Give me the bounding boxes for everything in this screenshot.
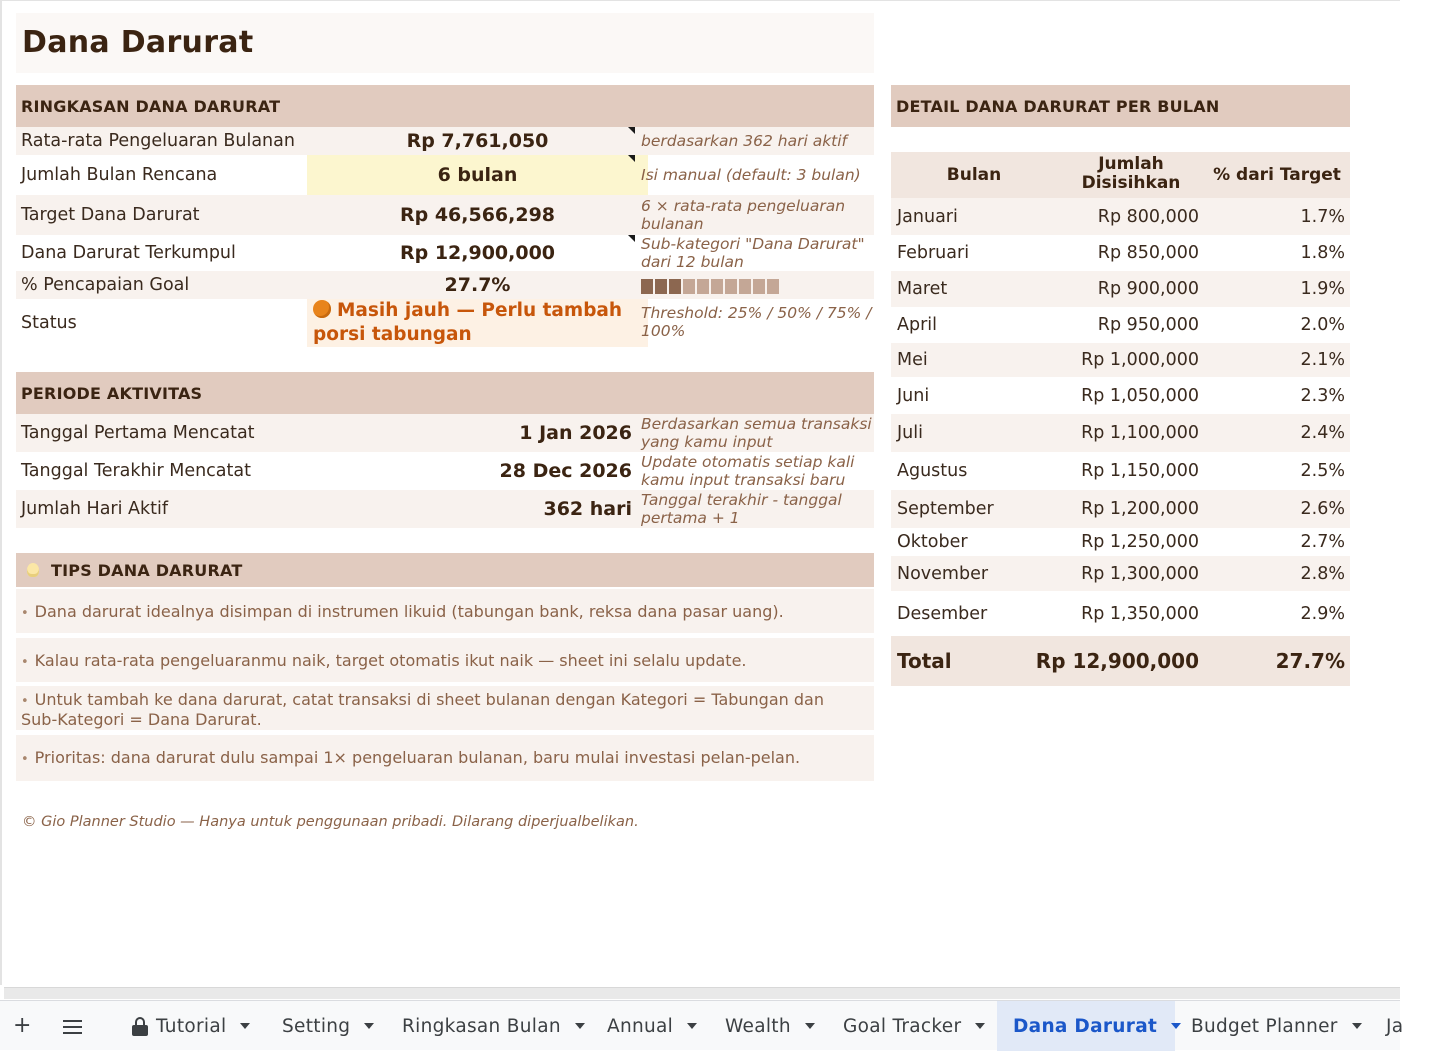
tab-wealth[interactable] [709, 1001, 827, 1051]
tab-ja[interactable] [1370, 1001, 1430, 1051]
status-badge [313, 299, 643, 347]
tip-item[interactable]: • Untuk tambah ke dana darurat, catat transaksi di sheet bulanan dengan Kategori = Tabungan dan Sub-Kategori = Dana Darurat. [16, 686, 874, 730]
table-row[interactable] [891, 271, 1350, 307]
progress-segment [641, 279, 653, 294]
summary-value: Rp 12,900,000 [399, 242, 556, 264]
tab-label: Tutorial [156, 1015, 227, 1037]
copyright-note: © Gio Planner Studio — Hanya untuk penggunaan pribadi. Dilarang diperjualbelikan. [22, 814, 639, 830]
table-row[interactable] [891, 591, 1350, 636]
month-cell: Januari [897, 206, 958, 227]
summary-note: Sub-kategori "Dana Darurat" dari 12 bulan [641, 235, 865, 271]
column-header-month: Bulan [946, 165, 1002, 185]
table-row[interactable] [891, 198, 1350, 235]
period-row-last-date[interactable] [16, 452, 874, 490]
tab-setting[interactable] [266, 1001, 386, 1051]
column-header-pct: % dari Target [1213, 165, 1341, 185]
table-row[interactable] [891, 343, 1350, 377]
pct-cell: 1.8% [1300, 243, 1345, 263]
detail-section-header: DETAIL DANA DARURAT PER BULAN [891, 85, 1350, 127]
amount-cell: Rp 1,050,000 [1081, 385, 1199, 406]
tip-text: Prioritas: dana darurat dulu sampai 1× pengeluaran bulanan, baru mulai investasi pelan-pelan. [34, 748, 801, 767]
lightbulb-icon [27, 563, 39, 577]
tab-ringkasan-bulan[interactable] [386, 1001, 591, 1051]
detail-table-header [891, 152, 1350, 198]
month-cell: Mei [897, 350, 928, 370]
pct-cell: 1.9% [1300, 279, 1345, 299]
tip-item[interactable]: • Kalau rata-rata pengeluaranmu naik, target otomatis ikut naik — sheet ini selalu update. [16, 638, 874, 682]
summary-label: Jumlah Bulan Rencana [21, 165, 218, 185]
summary-label: % Pencapaian Goal [21, 275, 190, 295]
summary-note: Threshold: 25% / 50% / 75% / 100% [641, 304, 872, 340]
tab-label: Wealth [725, 1015, 791, 1037]
period-label: Jumlah Hari Aktif [21, 499, 169, 519]
summary-row-collected[interactable] [16, 235, 874, 271]
period-value: 1 Jan 2026 [519, 422, 632, 444]
amount-cell: Rp 1,200,000 [1081, 499, 1199, 519]
period-note: Update otomatis setiap kali kamu input transaksi baru [641, 453, 855, 489]
amount-cell: Rp 1,000,000 [1081, 350, 1199, 370]
table-row[interactable] [891, 307, 1350, 343]
pct-cell: 2.1% [1300, 350, 1345, 370]
summary-label: Target Dana Darurat [21, 205, 200, 225]
summary-section-header: RINGKASAN DANA DARURAT [16, 85, 874, 127]
total-pct: 27.7% [1275, 649, 1345, 673]
comment-marker[interactable] [628, 127, 635, 134]
summary-note: Isi manual (default: 3 bulan) [641, 166, 861, 184]
progress-segment [767, 279, 779, 294]
chevron-down-icon[interactable] [687, 1023, 697, 1029]
table-row[interactable] [891, 490, 1350, 528]
page-title: Dana Darurat [22, 25, 254, 60]
pct-cell: 2.8% [1300, 563, 1345, 584]
table-row[interactable] [891, 528, 1350, 556]
summary-note: berdasarkan 362 hari aktif [641, 132, 848, 150]
pct-cell: 2.0% [1300, 315, 1345, 335]
table-row[interactable] [891, 452, 1350, 490]
lock-icon [132, 1017, 148, 1035]
tips-header-text: TIPS DANA DARURAT [51, 560, 243, 580]
tab-label: Setting [282, 1015, 351, 1037]
period-row-active-days[interactable] [16, 490, 874, 528]
summary-row-target[interactable] [16, 195, 874, 235]
table-row[interactable] [891, 235, 1350, 271]
pct-cell: 2.6% [1300, 499, 1345, 519]
period-value: 362 hari [543, 498, 632, 520]
month-cell: Agustus [897, 461, 968, 481]
progress-segment [655, 279, 667, 294]
tab-annual[interactable] [591, 1001, 709, 1051]
horizontal-scrollbar[interactable] [4, 987, 1400, 999]
chevron-down-icon[interactable] [575, 1023, 585, 1029]
total-amount: Rp 12,900,000 [1035, 649, 1199, 673]
period-label: Tanggal Terakhir Mencatat [21, 461, 251, 481]
chevron-down-icon[interactable] [240, 1023, 250, 1029]
chevron-down-icon[interactable] [364, 1023, 374, 1029]
progress-percent: 27.7% [444, 274, 511, 296]
tab-label: Ringkasan Bulan [402, 1015, 561, 1037]
amount-cell: Rp 1,250,000 [1081, 532, 1199, 552]
amount-cell: Rp 800,000 [1097, 206, 1199, 227]
tab-goal-tracker[interactable] [827, 1001, 997, 1051]
status-text: Masih jauh — Perlu tambah porsi tabungan [313, 300, 623, 345]
amount-cell: Rp 1,150,000 [1081, 461, 1199, 481]
progress-segment [725, 279, 737, 294]
amount-cell: Rp 900,000 [1097, 279, 1199, 299]
tab-label: Ja [1386, 1015, 1404, 1037]
pct-cell: 2.3% [1300, 385, 1345, 406]
tab-label: Annual [607, 1015, 674, 1037]
chevron-down-icon[interactable] [1352, 1023, 1362, 1029]
amount-cell: Rp 1,350,000 [1081, 603, 1199, 624]
month-cell: Maret [897, 279, 948, 299]
detail-total-row[interactable] [891, 636, 1350, 686]
period-note: Tanggal terakhir - tanggal pertama + 1 [641, 491, 842, 527]
period-section-header: PERIODE AKTIVITAS [16, 372, 874, 414]
tip-text: Untuk tambah ke dana darurat, catat transaksi di sheet bulanan dengan Kategori = Tabungan dan Sub-Kategori = Dana Darurat. [21, 690, 824, 729]
month-cell: Juli [897, 423, 923, 443]
summary-note: 6 × rata-rata pengeluaran bulanan [641, 197, 846, 233]
summary-row-month-plan[interactable] [16, 155, 874, 195]
progress-segment [711, 279, 723, 294]
pct-cell: 2.5% [1300, 461, 1345, 481]
month-cell: September [897, 499, 994, 519]
progress-segment [683, 279, 695, 294]
progress-segment [669, 279, 681, 294]
tips-section-header [16, 553, 874, 587]
month-cell: November [897, 563, 989, 584]
table-row[interactable] [891, 414, 1350, 452]
tab-label: Goal Tracker [843, 1015, 962, 1037]
add-sheet-icon[interactable]: + [13, 1013, 32, 1038]
month-cell: Februari [897, 243, 970, 263]
table-row[interactable] [891, 377, 1350, 414]
tab-dana-darurat[interactable] [997, 1001, 1175, 1051]
chevron-down-icon[interactable] [975, 1023, 985, 1029]
tip-text: Kalau rata-rata pengeluaranmu naik, target otomatis ikut naik — sheet ini selalu update. [34, 651, 747, 670]
pct-cell: 2.9% [1300, 603, 1345, 624]
pct-cell: 2.7% [1300, 532, 1345, 552]
month-cell: Juni [897, 385, 930, 406]
amount-cell: Rp 950,000 [1097, 315, 1199, 335]
summary-row-avg-expense[interactable] [16, 127, 874, 155]
summary-row-status[interactable] [16, 299, 874, 347]
summary-label: Dana Darurat Terkumpul [21, 243, 236, 263]
amount-cell: Rp 1,100,000 [1081, 423, 1199, 443]
progress-segment [697, 279, 709, 294]
month-plan-input[interactable]: 6 bulan [437, 164, 518, 186]
tab-label: Dana Darurat [1013, 1015, 1158, 1037]
summary-label: Status [21, 313, 77, 333]
month-cell: Desember [897, 603, 988, 624]
all-sheets-menu-icon[interactable] [63, 1020, 82, 1034]
table-row[interactable] [891, 556, 1350, 591]
tab-label: Budget Planner [1191, 1015, 1338, 1037]
tip-text: Dana darurat idealnya disimpan di instrumen likuid (tabungan bank, reksa dana pasar uang). [34, 602, 784, 621]
column-header-amount: Jumlah Disisihkan [1081, 154, 1181, 193]
summary-label: Rata-rata Pengeluaran Bulanan [21, 131, 295, 151]
chevron-down-icon[interactable] [805, 1023, 815, 1029]
period-label: Tanggal Pertama Mencatat [21, 423, 255, 443]
orange-circle-icon [313, 300, 331, 318]
progress-segment [753, 279, 765, 294]
month-cell: Oktober [897, 532, 968, 552]
tip-item[interactable]: • Dana darurat idealnya disimpan di instrumen likuid (tabungan bank, reksa dana pasar uang). [16, 589, 874, 633]
summary-value: Rp 7,761,050 [406, 130, 549, 152]
period-row-first-date[interactable] [16, 414, 874, 452]
comment-marker[interactable] [628, 155, 635, 162]
period-value: 28 Dec 2026 [499, 460, 632, 482]
month-cell: April [897, 315, 937, 335]
amount-cell: Rp 1,300,000 [1081, 563, 1199, 584]
period-note: Berdasarkan semua transaksi yang kamu input [641, 415, 872, 451]
tab-budget-planner[interactable] [1175, 1001, 1370, 1051]
comment-marker[interactable] [628, 235, 635, 242]
tip-item[interactable]: • Prioritas: dana darurat dulu sampai 1× pengeluaran bulanan, baru mulai investasi pelan-pelan. [16, 735, 874, 781]
sheet-tab-bar [0, 1000, 1404, 1050]
pct-cell: 1.7% [1300, 206, 1345, 227]
summary-value: Rp 46,566,298 [399, 204, 556, 226]
total-label: Total [897, 649, 952, 673]
pct-cell: 2.4% [1300, 423, 1345, 443]
tab-tutorial[interactable] [117, 1001, 265, 1051]
progress-segment [739, 279, 751, 294]
amount-cell: Rp 850,000 [1097, 243, 1199, 263]
progress-bar [641, 279, 779, 294]
